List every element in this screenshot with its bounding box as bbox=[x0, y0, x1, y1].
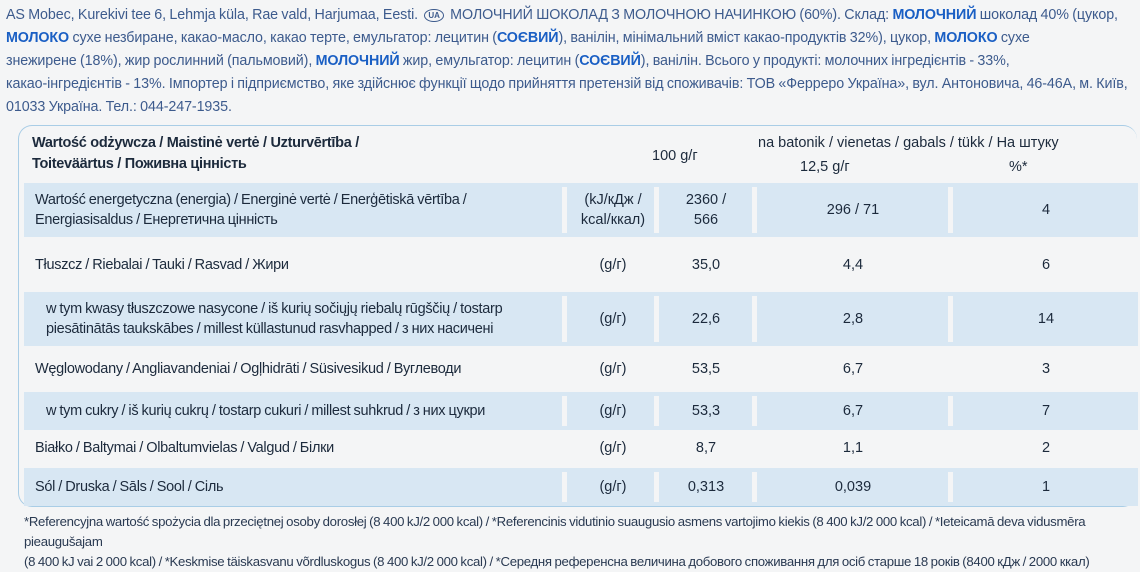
row-per-piece: 6,7 bbox=[842, 361, 864, 377]
row-label: Tłuszcz / Riebalai / Tauki / Rasvad / Жири bbox=[35, 257, 289, 273]
row-unit: (g/г) bbox=[599, 403, 627, 419]
ingredients-line-5: 01033 Україна. Тел.: 044-247-1935. bbox=[6, 99, 232, 115]
table-row bbox=[24, 430, 1138, 466]
row-label: Wartość energetyczna (energia) / Energinė vertė / Enerģētiskā vērtība / bbox=[35, 192, 467, 208]
row-per-piece: 1,1 bbox=[842, 440, 864, 456]
header-label-line-1: Wartość odżywcza / Maistinė vertė / Uzturvērtība / bbox=[32, 135, 359, 151]
row-per-100g: 2360 / bbox=[685, 192, 727, 208]
row-per-100g: 35,0 bbox=[691, 257, 721, 273]
row-label: Energiasisaldus / Енергетична цінність bbox=[35, 212, 278, 228]
row-per-piece: 0,039 bbox=[834, 479, 872, 495]
row-percent: 14 bbox=[1037, 311, 1055, 327]
ingredients-line-3: знежирене (18%), жир рослинний (пальмовий), МОЛОЧНИЙ жир, емульгатор: лецитин (СОЄВИЙ), ванілін. Всього у продукті: молочних інгредієнтів - 33%, bbox=[6, 53, 1010, 69]
table-row bbox=[24, 183, 1138, 237]
row-unit: (kJ/кДж / bbox=[584, 192, 642, 208]
header-per-piece: na batonik / vienetas / gabals / tükk / На штуку bbox=[758, 135, 1059, 151]
reference-intake-footnote bbox=[24, 512, 1134, 572]
ingredients-line-4: какао-інгредієнтів - 13%. Імпортер і підприємство, яке здійснює функції щодо прийняття претензій від споживачів: ТОВ «Ферреро Україна», вул. Антоновича, 46-46А, м. Київ, bbox=[6, 76, 1128, 92]
row-percent: 6 bbox=[1041, 257, 1051, 273]
row-per-piece: 4,4 bbox=[842, 257, 864, 273]
header-100g: 100 g/г bbox=[652, 148, 698, 164]
table-row bbox=[24, 292, 1138, 346]
row-label: w tym kwasy tłuszczowe nasycone / iš kurių sočiųjų riebalų rūgščių / tostarp bbox=[46, 301, 503, 317]
ingredients-line-1: AS Mobec, Kurekivi tee 6, Lehmja küla, Rae vald, Harjumaa, Eesti. UA МОЛОЧНИЙ ШОКОЛАД З МОЛОЧНОЮ НАЧИНКОЮ (60%). Склад: МОЛОЧНИЙ шоколад 40% (цукор, bbox=[6, 7, 1118, 23]
row-per-100g: 53,5 bbox=[691, 361, 721, 377]
row-unit: (g/г) bbox=[599, 440, 627, 456]
row-percent: 1 bbox=[1041, 479, 1051, 495]
row-label: Białko / Baltymai / Olbaltumvielas / Valgud / Білки bbox=[35, 440, 334, 456]
row-per-piece: 6,7 bbox=[842, 403, 864, 419]
row-percent: 4 bbox=[1041, 202, 1051, 218]
row-per-100g: 566 bbox=[693, 212, 719, 228]
ingredients-line-2: МОЛОКО сухе незбиране, какао-масло, какао терте, емульгатор: лецитин (СОЄВИЙ), ванілін, мінімальний вміст какао-продуктів 32%), цукор, МОЛОКО сухе bbox=[6, 30, 1030, 46]
row-unit: (g/г) bbox=[599, 311, 627, 327]
table-row bbox=[24, 350, 1138, 388]
header-label-line-2: Toiteväärtus / Поживна цінність bbox=[32, 156, 247, 172]
row-per-100g: 22,6 bbox=[691, 311, 721, 327]
table-row bbox=[24, 244, 1138, 286]
table-row bbox=[24, 468, 1138, 506]
footnote-line-1: *Referencyjna wartość spożycia dla przeciętnej osoby dorosłej (8 400 kJ/2 000 kcal) / *Referencinis vidutinio suaugusio asmens vartojimo kiekis (8 400 kJ/2 000 kcal) / *Ieteicamā deva vidusmēra pieaugušajam bbox=[24, 514, 1086, 549]
footnote-line-2: (8 400 kJ vai 2 000 kcal) / *Keskmise täiskasvanu võrdluskogus (8 400 kJ/2 000 kcal) / *Середня референсна величина добового споживання для осіб старше 18 років (8400 кДж / 2000 ккал) bbox=[24, 554, 1090, 569]
row-per-piece: 296 / 71 bbox=[826, 202, 880, 218]
row-label: piesātinātās taukskābes / millest küllastunud rasvhapped / з них насичені bbox=[46, 321, 494, 337]
header-percent: %* bbox=[1009, 159, 1028, 175]
row-percent: 3 bbox=[1041, 361, 1051, 377]
row-label: Sól / Druska / Sāls / Sool / Сіль bbox=[35, 479, 224, 495]
row-label: Węglowodany / Angliavandeniai / Ogļhidrāti / Süsivesikud / Вуглеводи bbox=[35, 361, 462, 377]
ingredients-text bbox=[6, 4, 1134, 119]
row-label: w tym cukry / iš kurių cukrų / tostarp cukuri / millest suhkrud / з них цукри bbox=[46, 403, 486, 419]
row-unit: (g/г) bbox=[599, 257, 627, 273]
row-unit: (g/г) bbox=[599, 479, 627, 495]
ua-country-icon: UA bbox=[424, 9, 443, 22]
row-per-100g: 8,7 bbox=[695, 440, 717, 456]
row-percent: 7 bbox=[1041, 403, 1051, 419]
table-row bbox=[24, 392, 1138, 430]
row-percent: 2 bbox=[1041, 440, 1051, 456]
row-unit: (g/г) bbox=[599, 361, 627, 377]
row-per-100g: 53,3 bbox=[691, 403, 721, 419]
row-unit: kcal/ккал) bbox=[580, 212, 646, 228]
header-piece-weight: 12,5 g/г bbox=[800, 159, 850, 175]
row-per-100g: 0,313 bbox=[687, 479, 725, 495]
row-per-piece: 2,8 bbox=[842, 311, 864, 327]
